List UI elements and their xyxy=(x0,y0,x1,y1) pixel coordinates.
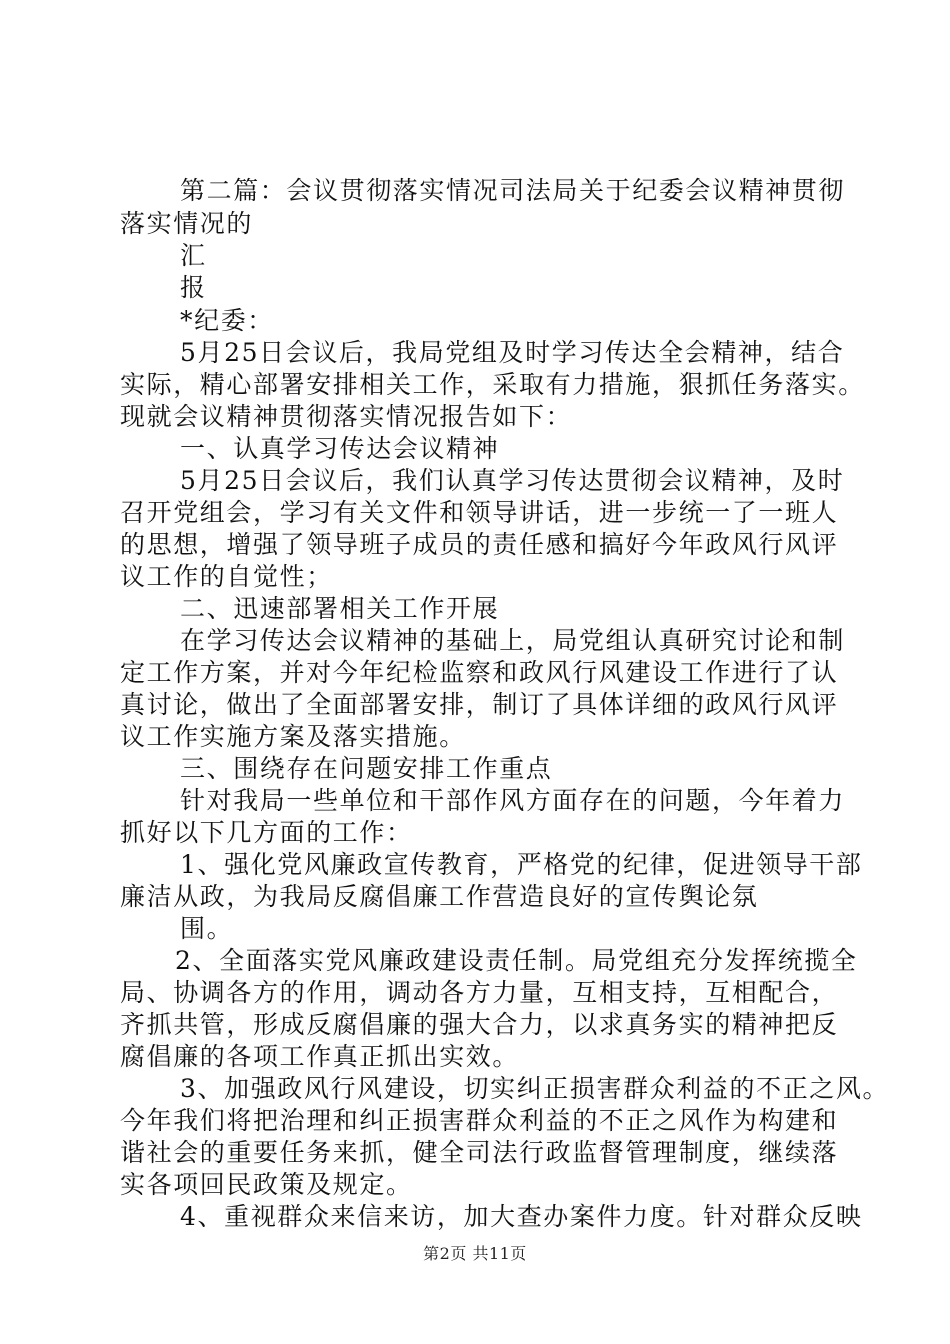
paragraph-line: 实各项回民政策及规定。 xyxy=(120,1170,413,1199)
paragraph-line: 抓好以下几方面的工作： xyxy=(120,818,413,847)
paragraph-line: 议工作实施方案及落实措施。 xyxy=(120,722,466,751)
paragraph-line: 定工作方案，并对今年纪检监察和政风行风建设工作进行了认 xyxy=(120,658,839,687)
paragraph-line: 谐社会的重要任务来抓，健全司法行政监督管理制度，继续落 xyxy=(120,1138,839,1167)
paragraph-line: 在学习传达会议精神的基础上，局党组认真研究讨论和制 xyxy=(180,626,846,655)
salutation: *纪委： xyxy=(180,306,274,335)
section-heading-2: 二、迅速部署相关工作开展 xyxy=(180,594,500,623)
doc-title-line-3: 汇 xyxy=(180,241,207,270)
paragraph-line: 真讨论，做出了全面部署安排，制订了具体详细的政风行风评 xyxy=(120,690,839,719)
page-number-footer: 第2页 共11页 xyxy=(423,1244,527,1263)
doc-title-line-2: 落实情况的 xyxy=(120,209,254,238)
paragraph-line: 今年我们将把治理和纠正损害群众利益的不正之风作为构建和 xyxy=(120,1106,839,1135)
doc-title-line-1: 第二篇：会议贯彻落实情况司法局关于纪委会议精神贯彻 xyxy=(180,176,846,205)
paragraph-line: 5月25日会议后，我局党组及时学习传达全会精神，结合 xyxy=(180,338,845,367)
doc-title-line-4: 报 xyxy=(180,273,207,302)
list-item-4: 4、重视群众来信来访，加大查办案件力度。针对群众反映 xyxy=(180,1202,863,1231)
section-heading-1: 一、认真学习传达会议精神 xyxy=(180,434,500,463)
paragraph-line: 实际，精心部署安排相关工作，采取有力措施，狠抓任务落实。 xyxy=(120,370,865,399)
paragraph-line: 腐倡廉的各项工作真正抓出实效。 xyxy=(120,1042,520,1071)
paragraph-line: 围。 xyxy=(180,914,234,943)
list-item-1: 1、强化党风廉政宣传教育，严格党的纪律，促进领导干部 xyxy=(180,850,863,879)
paragraph-line: 的思想，增强了领导班子成员的责任感和搞好今年政风行风评 xyxy=(120,530,839,559)
paragraph-line: 5月25日会议后，我们认真学习传达贯彻会议精神，及时 xyxy=(180,466,845,495)
paragraph-line: 现就会议精神贯彻落实情况报告如下： xyxy=(120,402,573,431)
paragraph-line: 廉洁从政，为我局反腐倡廉工作营造良好的宣传舆论氛 xyxy=(120,882,759,911)
section-heading-3: 三、围绕存在问题安排工作重点 xyxy=(180,754,553,783)
paragraph-line: 针对我局一些单位和干部作风方面存在的问题，今年着力 xyxy=(180,786,846,815)
paragraph-line: 局、协调各方的作用，调动各方力量，互相支持，互相配合， xyxy=(120,978,839,1007)
paragraph-line: 议工作的自觉性； xyxy=(120,562,333,591)
list-item-2: 2、全面落实党风廉政建设责任制。局党组充分发挥统揽全 xyxy=(175,946,858,975)
paragraph-line: 齐抓共管，形成反腐倡廉的强大合力，以求真务实的精神把反 xyxy=(120,1010,839,1039)
list-item-3: 3、加强政风行风建设，切实纠正损害群众利益的不正之风。 xyxy=(180,1074,890,1103)
paragraph-line: 召开党组会，学习有关文件和领导讲话，进一步统一了一班人 xyxy=(120,498,839,527)
